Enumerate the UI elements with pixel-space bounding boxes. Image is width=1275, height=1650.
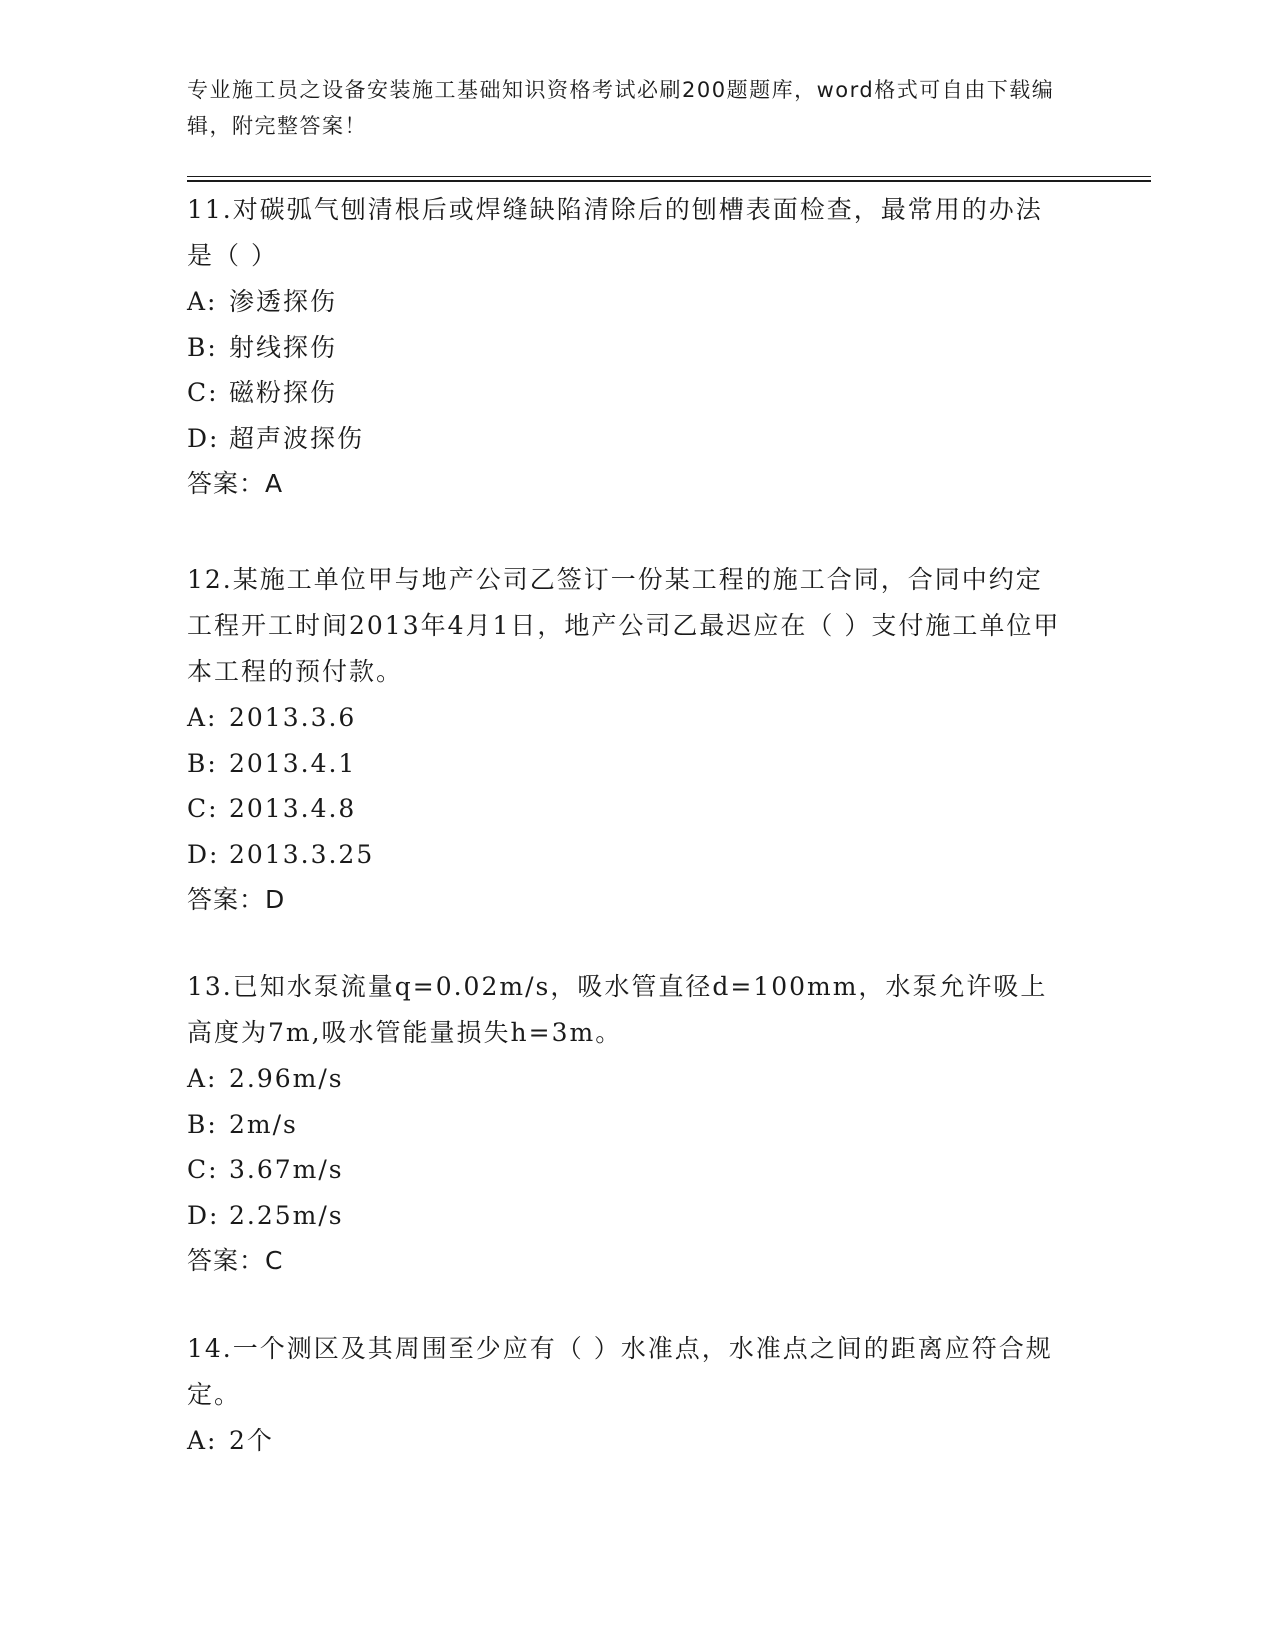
option-letter: C: — [187, 378, 219, 407]
answer-line: 答案：D — [187, 885, 286, 914]
option-d — [187, 832, 1067, 878]
question-stem: 12.某施工单位甲与地产公司乙签订一份某工程的施工合同，合同中约定工程开工时间2013年4月1日，地产公司乙最迟应在（ ）支付施工单位甲本工程的预付款。 — [187, 565, 1061, 686]
option-b — [187, 741, 1067, 787]
option-d — [187, 416, 1067, 462]
option-b — [187, 1102, 1067, 1148]
question-14 — [187, 1326, 1067, 1464]
option-letter: A: — [187, 287, 218, 316]
option-text: 2.96m/s — [229, 1064, 344, 1093]
option-c — [187, 370, 1067, 416]
option-b — [187, 325, 1067, 371]
option-c — [187, 1147, 1067, 1193]
option-letter: D: — [187, 839, 220, 869]
option-d — [187, 1193, 1067, 1239]
option-text: 射线探伤 — [229, 332, 338, 362]
option-c — [187, 786, 1067, 832]
option-text: 超声波探伤 — [229, 423, 365, 453]
option-a — [187, 1056, 1067, 1102]
question-13 — [187, 964, 1067, 1283]
option-letter: B: — [187, 332, 218, 362]
option-text: 2.25m/s — [229, 1200, 344, 1230]
answer-line: 答案：C — [187, 1246, 284, 1275]
header-divider-thin — [187, 176, 1151, 177]
header-divider-thick — [187, 180, 1151, 182]
option-letter: A: — [187, 1064, 218, 1093]
option-a — [187, 279, 1067, 325]
option-text: 2个 — [229, 1426, 274, 1455]
option-letter: A: — [187, 703, 218, 732]
option-text: 2013.4.1 — [229, 748, 357, 778]
answer-line: 答案：A — [187, 469, 284, 498]
option-letter: D: — [187, 423, 220, 453]
option-text: 2013.3.25 — [229, 839, 375, 869]
option-letter: D: — [187, 1200, 220, 1230]
option-a — [187, 695, 1067, 741]
question-stem: 14.一个测区及其周围至少应有（ ）水准点，水准点之间的距离应符合规定。 — [187, 1334, 1053, 1409]
option-letter: C: — [187, 1155, 219, 1184]
option-a — [187, 1418, 1067, 1464]
question-stem: 13.已知水泵流量q=0.02m/s，吸水管直径d=100mm，水泵允许吸上高度为7m,吸水管能量损失h=3m。 — [187, 972, 1048, 1047]
option-letter: B: — [187, 748, 218, 778]
option-text: 渗透探伤 — [229, 287, 338, 316]
option-letter: B: — [187, 1109, 218, 1139]
question-11 — [187, 187, 1067, 506]
document-intro: 专业施工员之设备安装施工基础知识资格考试必刷200题题库，word格式可自由下载编辑，附完整答案！ — [187, 78, 1055, 138]
option-text: 2013.3.6 — [229, 703, 357, 732]
option-text: 2m/s — [229, 1109, 298, 1139]
question-stem: 11.对碳弧气刨清根后或焊缝缺陷清除后的刨槽表面检查，最常用的办法是（ ） — [187, 195, 1043, 270]
option-text: 2013.4.8 — [229, 794, 357, 823]
option-text: 磁粉探伤 — [229, 378, 338, 407]
option-text: 3.67m/s — [229, 1155, 344, 1184]
question-12 — [187, 557, 1067, 922]
option-letter: C: — [187, 794, 219, 823]
option-letter: A: — [187, 1426, 218, 1455]
